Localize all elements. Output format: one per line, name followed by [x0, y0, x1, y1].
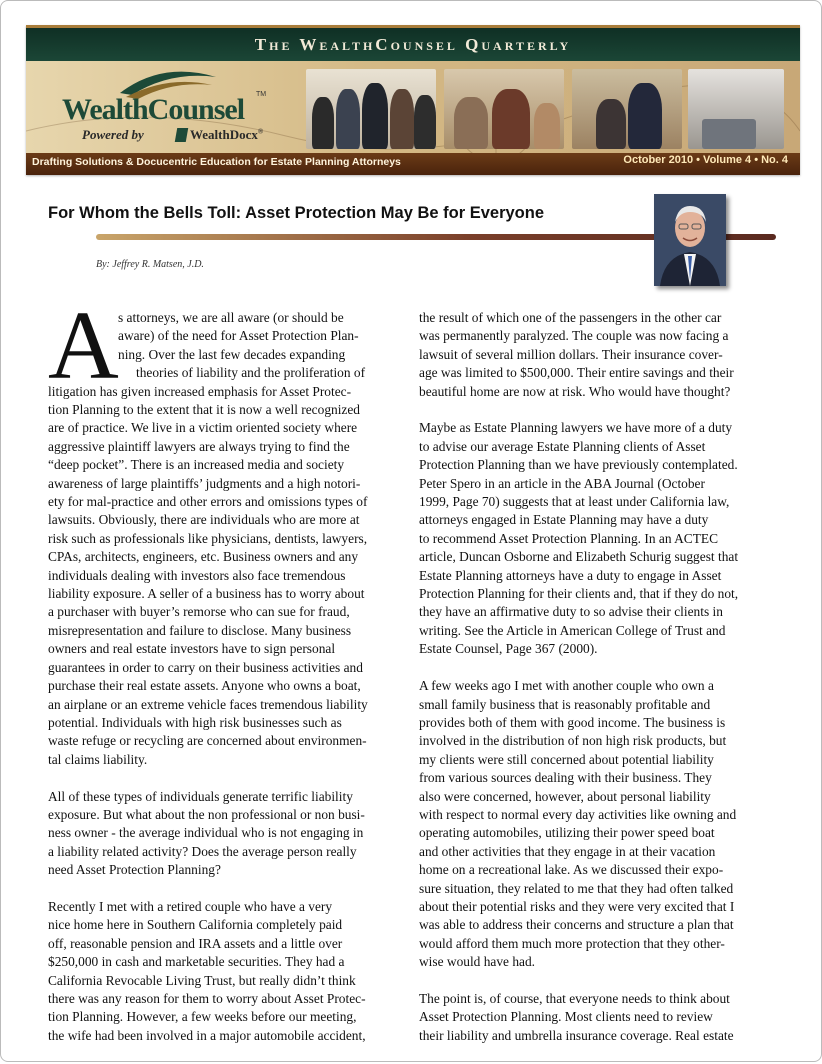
text-line: California Revocable Living Trust, but really didn’t think	[48, 972, 356, 988]
wealthdocx-label: WealthDocx®	[190, 127, 264, 142]
text-line: 1999, Page 70) suggests that at least under California law,	[419, 494, 730, 510]
text-line: home on a recreational lake. As we discussed their expo-	[419, 862, 724, 878]
intro-line: ning. Over the last few decades expanding	[118, 346, 346, 362]
text-line: are of practice. We live in a victim oriented society where	[48, 420, 358, 436]
text-line: Maybe as Estate Planning lawyers we have more of a duty	[419, 420, 733, 436]
text-line: Estate Counsel, Page 367 (2000).	[419, 641, 598, 657]
paragraph	[419, 419, 774, 658]
text-line: small family business that is reasonably profitable and	[419, 696, 711, 712]
masthead-banner	[26, 61, 800, 153]
photo-business-couple	[572, 69, 682, 149]
text-line: A few weeks ago I met with another couple who own a	[419, 678, 714, 694]
masthead-photo-collage	[306, 69, 786, 149]
text-line: article, Duncan Osborne and Elizabeth Schurig suggest that	[419, 549, 739, 565]
text-line: with respect to normal every day activities like owning and	[419, 806, 737, 822]
paragraph	[419, 677, 774, 972]
intro-line: s attorneys, we are all aware (or should be	[118, 310, 344, 325]
text-line: my clients were still concerned about potential liability	[419, 751, 714, 767]
text-line: tion Planning to the extent that it is now a well recognized	[48, 402, 361, 418]
text-line: age was limited to $500,000. Their entire savings and their	[419, 365, 734, 381]
drop-cap: A	[48, 292, 119, 400]
text-line: $250,000 in cash and marketable securities. They had a	[48, 954, 345, 970]
text-line: writing. See the Article in American College of Trust and	[419, 622, 726, 638]
text-line: “deep pocket”. There is an increased media and society	[48, 457, 345, 473]
text-line: and other activities that they engage in at their vacation	[419, 843, 716, 859]
text-line: Asset Protection Planning. Most clients need to review	[419, 1009, 713, 1025]
text-line: waste refuge or recycling are concerned about environmen-	[48, 733, 367, 749]
text-line: would afford them much more protection that they other-	[419, 935, 725, 951]
text-line: to recommend Asset Protection Planning. In an ACTEC	[419, 530, 719, 546]
text-line: operating automobiles, utilizing their power speed boat	[419, 825, 715, 841]
text-line: awareness of large plaintiffs’ judgments and a high notori-	[48, 475, 361, 491]
text-line: a purchaser with buyer’s remorse who can sue for fraud,	[48, 604, 350, 620]
text-line: Protection Planning for their clients and, that if they do not,	[419, 586, 739, 602]
text-line: wise would have had.	[419, 954, 536, 970]
text-line: off, reasonable pension and IRA assets and a little over	[48, 935, 343, 951]
paragraph	[48, 788, 404, 880]
text-line: guarantees in order to carry on their business activities and	[48, 659, 363, 675]
text-line: Recently I met with a retired couple who have a very	[48, 898, 333, 914]
text-line: tal claims liability.	[48, 751, 148, 767]
text-line: involved in the distribution of non high risk products, but	[419, 733, 727, 749]
text-line: there was any reason for them to worry about Asset Protec-	[48, 990, 366, 1006]
text-line: to advise our average Estate Planning clients of Asset	[419, 438, 706, 454]
text-line: lawsuits. Obviously, there are individuals who are more at	[48, 512, 360, 528]
article-byline: By: Jeffrey R. Matsen, J.D.	[96, 259, 204, 270]
issue-info: October 2010 • Volume 4 • No. 4	[623, 154, 788, 166]
text-line: beautiful home are now at risk. Who would have thought?	[419, 383, 731, 399]
text-line: misrepresentation and failure to disclose. Many business	[48, 622, 352, 638]
text-line: they have an affirmative duty to so advise their clients in	[419, 604, 723, 620]
text-line: potential. Individuals with high risk businesses such as	[48, 714, 342, 730]
text-line: provides both of them with good income. The business is	[419, 714, 726, 730]
intro-line: theories of liability and the proliferation of	[136, 365, 366, 381]
text-line: the wife had been involved in a major automobile accident,	[48, 1027, 366, 1043]
text-line: need Asset Protection Planning?	[48, 862, 221, 878]
text-line: sure situation, they related to me that they had often talked	[419, 880, 734, 896]
text-line: was permanently paralyzed. The couple was now facing a	[419, 328, 729, 344]
text-line: liability exposure. A seller of a business has to worry about	[48, 586, 365, 602]
text-line: Protection Planning than we have previously contemplated.	[419, 457, 738, 473]
masthead-title-bar	[26, 25, 800, 61]
wealthcounsel-logo: WealthCounsel	[62, 93, 245, 126]
text-line: their liability and umbrella insurance coverage. Real estate	[419, 1027, 734, 1043]
text-line: a liability related activity? Does the average person really	[48, 843, 357, 859]
text-line: Estate Planning attorneys have a duty to engage in Asset	[419, 567, 722, 583]
masthead	[26, 25, 800, 175]
article-column-left	[48, 292, 404, 1064]
text-line: about their potential risks and they were very excited that I	[419, 898, 735, 914]
text-line: exposure. But what about the non professional or non busi-	[48, 806, 365, 822]
article-column-right	[419, 309, 774, 1064]
text-line: ety for mal-practice and other errors and omissions types of	[48, 494, 368, 510]
masthead-tagline: Drafting Solutions & Docucentric Education for Estate Planning Attorneys	[32, 156, 401, 168]
text-line: attorneys engaged in Estate Planning may have a duty	[419, 512, 709, 528]
paragraph	[48, 383, 404, 770]
text-line: owners and real estate investors have to sign personal	[48, 641, 336, 657]
text-line: ness owner - the average individual who is not engaging in	[48, 825, 364, 841]
paragraph	[419, 309, 774, 401]
text-line: aggressive plaintiff lawyers are always trying to find the	[48, 438, 350, 454]
text-line: litigation has given increased emphasis for Asset Protec-	[48, 383, 352, 399]
powered-by-label: Powered by	[82, 127, 144, 142]
article-headline: For Whom the Bells Toll: Asset Protection May Be for Everyone	[48, 204, 544, 222]
text-line: was able to address their concerns and structure a plan that	[419, 917, 734, 933]
author-photo	[654, 194, 726, 286]
text-line: purchase their real estate assets. Anyone who owns a boat,	[48, 678, 361, 694]
text-line: All of these types of individuals generate terrific liability	[48, 788, 353, 804]
text-line: nice home here in Southern California completely paid	[48, 917, 343, 933]
paragraph	[48, 898, 404, 1045]
intro-line: aware) of the need for Asset Protection Plan-	[118, 328, 359, 344]
text-line: lawsuit of several million dollars. Their insurance cover-	[419, 346, 723, 362]
logo-trademark: TM	[256, 91, 267, 98]
text-line: also were concerned, however, about personal liability	[419, 788, 711, 804]
text-line: The point is, of course, that everyone needs to think about	[419, 990, 730, 1006]
newsletter-title: The WealthCounsel Quarterly	[254, 35, 572, 54]
text-line: an airplane or an extreme vehicle faces tremendous liability	[48, 696, 368, 712]
text-line: tion Planning. However, a few weeks before our meeting,	[48, 1009, 357, 1025]
text-line: CPAs, architects, engineers, etc. Business owners and any	[48, 549, 359, 565]
text-line: the result of which one of the passengers in the other car	[419, 310, 722, 325]
masthead-footer-bar	[26, 153, 800, 175]
text-line: Peter Spero in an article in the ABA Journal (October	[419, 475, 705, 491]
intro-block	[48, 292, 404, 401]
text-line: from various sources dealing with their business. They	[419, 770, 712, 786]
text-line: risk such as professionals like physicians, dentists, lawyers,	[48, 530, 368, 546]
text-line: individuals dealing with investors also face tremendous	[48, 567, 346, 583]
paragraph	[419, 990, 774, 1045]
